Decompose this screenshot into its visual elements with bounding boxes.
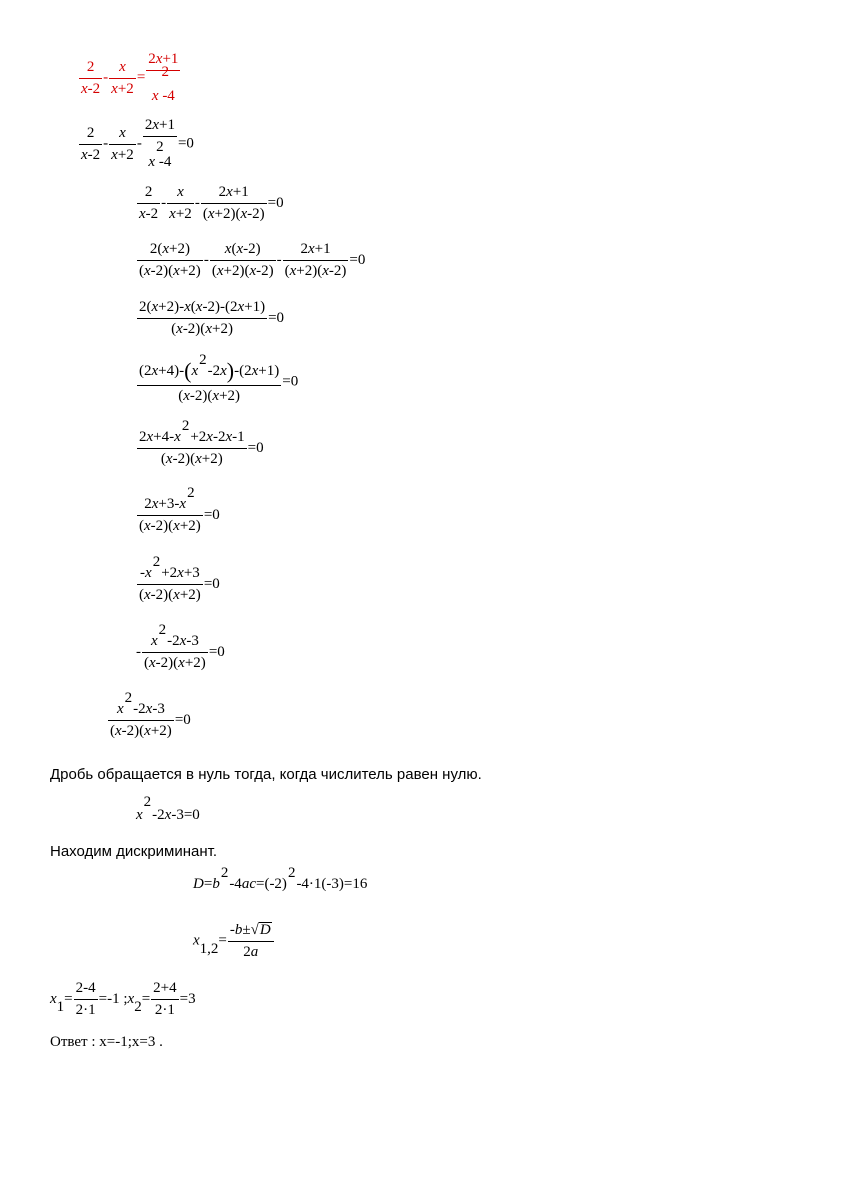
equation-step-6: $\frac{(2x+4)-(x2-2x)-(2x+1)}{(x-2)(x+2)}$ =0 [139, 351, 299, 404]
equation-step-9: $\frac{-x2+2x+3}{(x-2)(x+2)}$ =0 [139, 553, 220, 603]
fraction-zero-note: Дробь обращается в нуль тогда, когда числитель равен нулю. [50, 766, 482, 783]
roots-formula: x1,2= $\frac{-b\pm√D}{2a}$ [193, 922, 275, 960]
roots-values: x1= $\frac{2-4}{2\cdot 1}$ =-1 ;x2= $\frac{2+4}{2\cdot 1}$ =3 [50, 980, 196, 1018]
equation-step-8: $\frac{2x+3-x2}{(x-2)(x+2)}$ =0 [139, 484, 220, 534]
equation-step-3: $\frac{2}{x-2}$ - $\frac{x}{x+2}$ - $\frac{2x+1}{(x+2)(x-2)}$ =0 [139, 184, 284, 222]
equation-step-4: $\frac{2(x+2)}{(x-2)(x+2)}$ - $\frac{x(x-2)}{(x+2)(x-2)}$ - $\frac{2x+1}{(x+2)(x-2)}$ =0 [139, 241, 366, 279]
equation-original: $\frac{2}{x-2}$ - $\frac{x}{x+2}$ = 2x+1 2 x -4 [81, 51, 179, 104]
equation-step-11: $\frac{x2-2x-3}{(x-2)(x+2)}$ =0 [110, 689, 191, 739]
equation-step-2: $\frac{2}{x-2}$ - $\frac{x}{x+2}$ - 2x+1 2 x -4 =0 [81, 117, 194, 170]
quadratic-equation: x2-2x-3=0 [136, 793, 200, 823]
equation-step-5: $\frac{2(x+2)-x(x-2)-(2x+1)}{(x-2)(x+2)}$ =0 [139, 299, 285, 337]
discriminant-formula: D=b2-4ac=(-2)2-4·1(-3)=16 [193, 864, 368, 892]
equation-step-10: - $\frac{x2-2x-3}{(x-2)(x+2)}$ =0 [136, 621, 225, 671]
answer: Ответ : x=-1;x=3 . [50, 1034, 163, 1050]
equation-step-7: $\frac{2x+4-x2+2x-2x-1}{(x-2)(x+2)}$ =0 [139, 417, 264, 467]
discriminant-note: Находим дискриминант. [50, 843, 218, 860]
